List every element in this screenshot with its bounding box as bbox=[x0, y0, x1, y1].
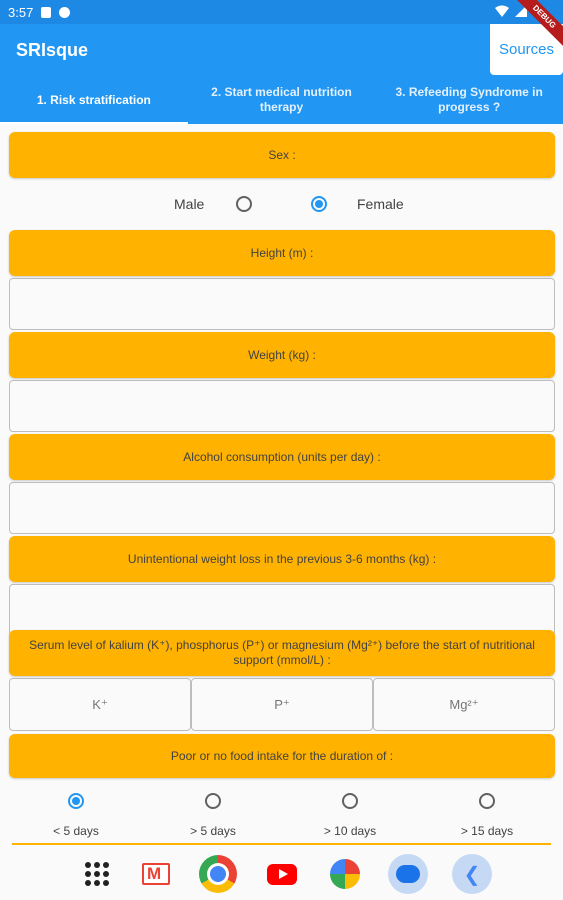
app-bar bbox=[0, 24, 563, 124]
height-header: Height (m) : bbox=[9, 230, 555, 276]
weight-input[interactable] bbox=[9, 380, 555, 432]
sources-button[interactable]: Sources bbox=[490, 24, 563, 75]
app-drawer-icon[interactable] bbox=[77, 854, 117, 894]
youtube-icon[interactable] bbox=[262, 854, 302, 894]
sim-card-icon bbox=[41, 7, 51, 18]
tab-refeeding-syndrome[interactable]: 3. Refeeding Syndrome in progress ? bbox=[395, 85, 543, 114]
height-input[interactable] bbox=[9, 278, 555, 330]
divider bbox=[12, 843, 551, 845]
app-dock bbox=[0, 846, 563, 900]
less-5-days-radio[interactable] bbox=[68, 793, 84, 809]
photos-icon[interactable] bbox=[325, 854, 365, 894]
alcohol-input[interactable] bbox=[9, 482, 555, 534]
messages-icon[interactable] bbox=[388, 854, 428, 894]
sex-radio-group bbox=[0, 186, 563, 222]
weight-loss-header: Unintentional weight loss in the previous 3-6 months (kg) : bbox=[9, 536, 555, 582]
gmail-icon[interactable] bbox=[136, 854, 176, 894]
female-label: Female bbox=[357, 196, 404, 212]
tab-risk-stratification[interactable]: 1. Risk stratification bbox=[0, 76, 188, 124]
weight-header: Weight (kg) : bbox=[9, 332, 555, 378]
sync-icon bbox=[59, 7, 70, 18]
male-radio[interactable] bbox=[236, 196, 252, 212]
status-bar bbox=[0, 0, 563, 24]
wifi-icon bbox=[495, 5, 509, 17]
flutter-icon[interactable]: ❮ bbox=[452, 854, 492, 894]
more-5-days-radio[interactable] bbox=[205, 793, 221, 809]
tab-bar bbox=[0, 76, 563, 124]
more-10-days-radio[interactable] bbox=[342, 793, 358, 809]
more-15-days-label: > 15 days bbox=[460, 824, 514, 838]
status-time: 3:57 bbox=[8, 4, 34, 20]
more-10-days-label: > 10 days bbox=[323, 824, 377, 838]
female-radio[interactable] bbox=[311, 196, 327, 212]
magnesium-input[interactable]: Mg²⁺ bbox=[373, 678, 555, 731]
male-label: Male bbox=[174, 196, 205, 212]
risk-form bbox=[0, 124, 563, 844]
serum-inputs bbox=[9, 678, 555, 731]
food-intake-radio-group bbox=[0, 786, 563, 842]
chrome-icon[interactable] bbox=[198, 854, 238, 894]
kalium-input[interactable]: K⁺ bbox=[9, 678, 191, 731]
weight-loss-input[interactable] bbox=[9, 584, 555, 636]
more-15-days-radio[interactable] bbox=[479, 793, 495, 809]
food-intake-header: Poor or no food intake for the duration of : bbox=[9, 734, 555, 778]
debug-banner: DEBUG bbox=[507, 0, 563, 54]
alcohol-header: Alcohol consumption (units per day) : bbox=[9, 434, 555, 480]
phosphorus-input[interactable]: P⁺ bbox=[191, 678, 373, 731]
serum-header: Serum level of kalium (K⁺), phosphorus (P⁺) or magnesium (Mg²⁺) before the start of nutritional support (mmol/L) : bbox=[9, 630, 555, 676]
tab-start-nutrition-therapy[interactable]: 2. Start medical nutrition therapy bbox=[211, 85, 352, 114]
app-title: SRIsque bbox=[16, 40, 89, 60]
sex-header: Sex : bbox=[9, 132, 555, 178]
less-5-days-label: < 5 days bbox=[53, 824, 99, 838]
more-5-days-label: > 5 days bbox=[190, 824, 236, 838]
